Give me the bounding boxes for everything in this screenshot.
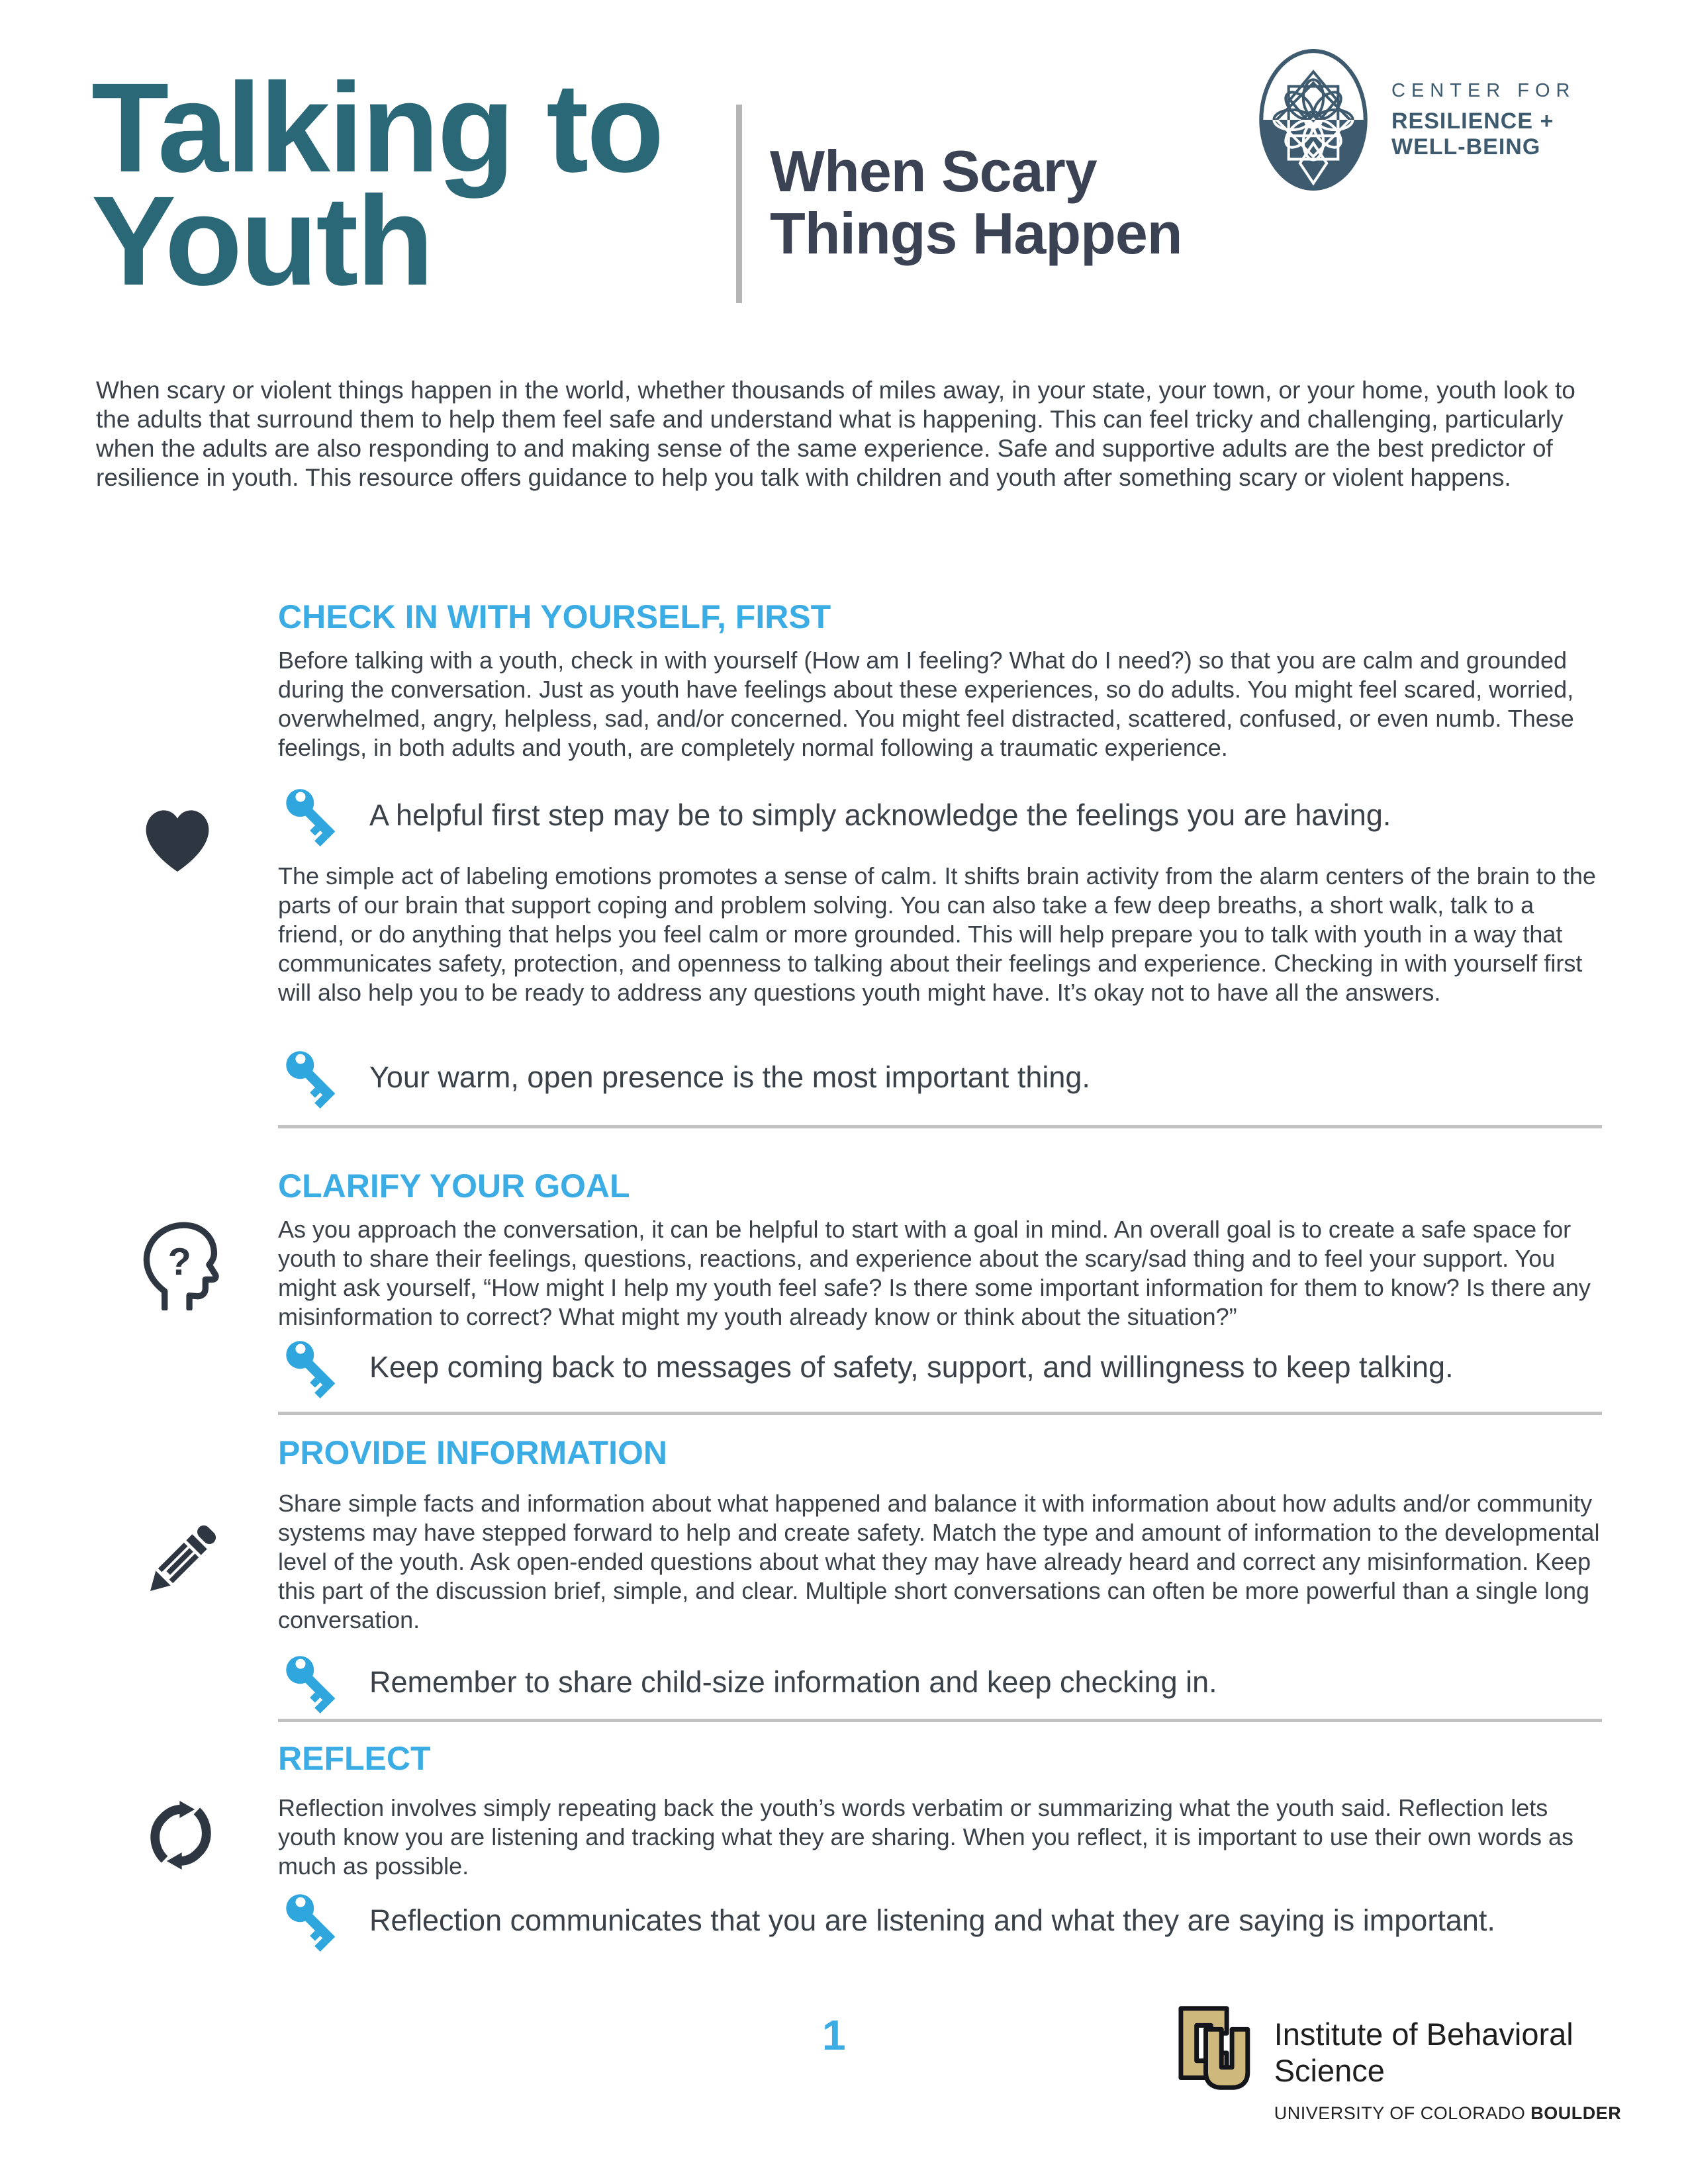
key-point-text: Keep coming back to messages of safety, support, and willingness to keep talking. [369, 1350, 1454, 1384]
section-divider [278, 1719, 1602, 1722]
section-divider [278, 1125, 1602, 1128]
institute-location [1274, 2103, 1688, 2124]
key-point-4 [283, 1653, 1607, 1726]
institute-name: Institute of Behavioral Science [1274, 2017, 1573, 2088]
university-text: UNIVERSITY OF COLORADO [1274, 2103, 1531, 2123]
institute-logo [1177, 2004, 1688, 2124]
section-heading-clarify-goal: CLARIFY YOUR GOAL [278, 1167, 630, 1205]
heart-icon [136, 798, 218, 874]
pencil-icon [135, 1514, 226, 1607]
section-reflect-paragraph: Reflection involves simply repeating back the youth’s words verbatim or summarizing what the youth said. Reflection lets youth know you are listening and tracking what they are sharing. When you reflect, it is important to use their own words as much as possible. [278, 1794, 1573, 1880]
key-point-2 [283, 1048, 1607, 1121]
page-title-line1: Talking to [91, 56, 663, 199]
boulder-text: BOULDER [1530, 2103, 1622, 2123]
section-heading-provide-information: PROVIDE INFORMATION [278, 1434, 667, 1471]
title-divider-bar [736, 105, 742, 303]
key-point-1 [283, 786, 1607, 859]
section-provide-information-paragraph: Share simple facts and information about what happened and balance it with information about how adults and/or community systems may have stepped forward to help and create safety. Match the type and amount of information to the developmental level of the youth. Ask open-ended questions about what they may have already heard and correct any misinformation. Keep this part of the discussion brief, simple, and clear. Multiple short conversations can often be more powerful than a single long conversation. [278, 1490, 1600, 1633]
cycle-arrows-icon [139, 1795, 222, 1876]
section-divider [278, 1412, 1602, 1415]
section-heading-reflect: REFLECT [278, 1740, 431, 1777]
center-for-resilience-logo [1256, 46, 1627, 193]
logo-text [1391, 80, 1627, 160]
section-clarify-goal-paragraph: As you approach the conversation, it can be helpful to start with a goal in mind. An overall goal is to create a safe space for youth to share their feelings, questions, reactions, and experience about the scary/sad thing and to feel your support. You might ask yourself, “How might I help my youth feel safe? Is there some important information for them to know? Is there any misinformation to correct? What might my youth already know or think about the situation?” [278, 1216, 1591, 1330]
key-point-text: Remember to share child-size information and keep checking in. [369, 1665, 1217, 1699]
logo-text-line1: CENTER FOR [1391, 79, 1576, 101]
logo-text-line2: RESILIENCE + WELL-BEING [1391, 108, 1554, 159]
key-point-text: Your warm, open presence is the most important thing. [369, 1060, 1090, 1094]
thinking-head-icon [136, 1218, 225, 1310]
page-subtitle-line2: Things Happen [770, 201, 1182, 267]
key-point-3 [283, 1338, 1607, 1411]
section-check-in-paragraph-1: Before talking with a youth, check in with yourself (How am I feeling? What do I need?) so that you are calm and grounded during the conversation. Just as youth have feelings about these experiences, so do adults. You might feel scared, worried, overwhelmed, angry, helpless, sad, and/or concerned. You might feel distracted, scattered, confused, or even numb. These feelings, in both adults and youth, are completely normal following a traumatic experience. [278, 647, 1574, 761]
key-icon [283, 1891, 343, 1964]
mandala-flower-icon [1256, 46, 1370, 193]
key-icon [283, 1653, 343, 1726]
page-number: 1 [822, 2011, 846, 2059]
cu-monogram-icon [1177, 2004, 1254, 2091]
section-heading-check-in: CHECK IN WITH YOURSELF, FIRST [278, 598, 831, 635]
key-point-5 [283, 1891, 1607, 1964]
page-title-line2: Youth [91, 169, 432, 312]
key-icon [283, 1048, 343, 1121]
key-icon [283, 786, 343, 859]
page-title [91, 56, 753, 312]
institute-text [1274, 2016, 1688, 2124]
key-icon [283, 1338, 343, 1411]
intro-paragraph: When scary or violent things happen in the world, whether thousands of miles away, in your state, your town, or your home, youth look to the adults that surround them to help them feel safe and understand what is happening. This can feel tricky and challenging, particularly when the adults are also responding to and making sense of the same experience. Safe and supportive adults are the best predictor of resilience in youth. This resource offers guidance to help you talk with children and youth after something scary or violent happens. [96, 377, 1575, 491]
key-point-text: A helpful first step may be to simply acknowledge the feelings you are having. [369, 798, 1391, 832]
svg-text:?: ? [167, 1240, 191, 1283]
section-check-in-paragraph-2: The simple act of labeling emotions promotes a sense of calm. It shifts brain activity from the alarm centers of the brain to the parts of our brain that support coping and problem solving. You can also take a few deep breaths, a short walk, talk to a friend, or do anything that helps you feel calm or more grounded. This will help prepare you to talk with youth in a way that communicates safety, protection, and openness to talking about their feelings and experience. Checking in with yourself first will also help you to be ready to address any questions youth might have. It’s okay not to have all the answers. [278, 862, 1596, 1006]
page-subtitle-line1: When Scary [770, 138, 1097, 204]
key-point-text: Reflection communicates that you are listening and what they are saying is important. [369, 1903, 1495, 1937]
